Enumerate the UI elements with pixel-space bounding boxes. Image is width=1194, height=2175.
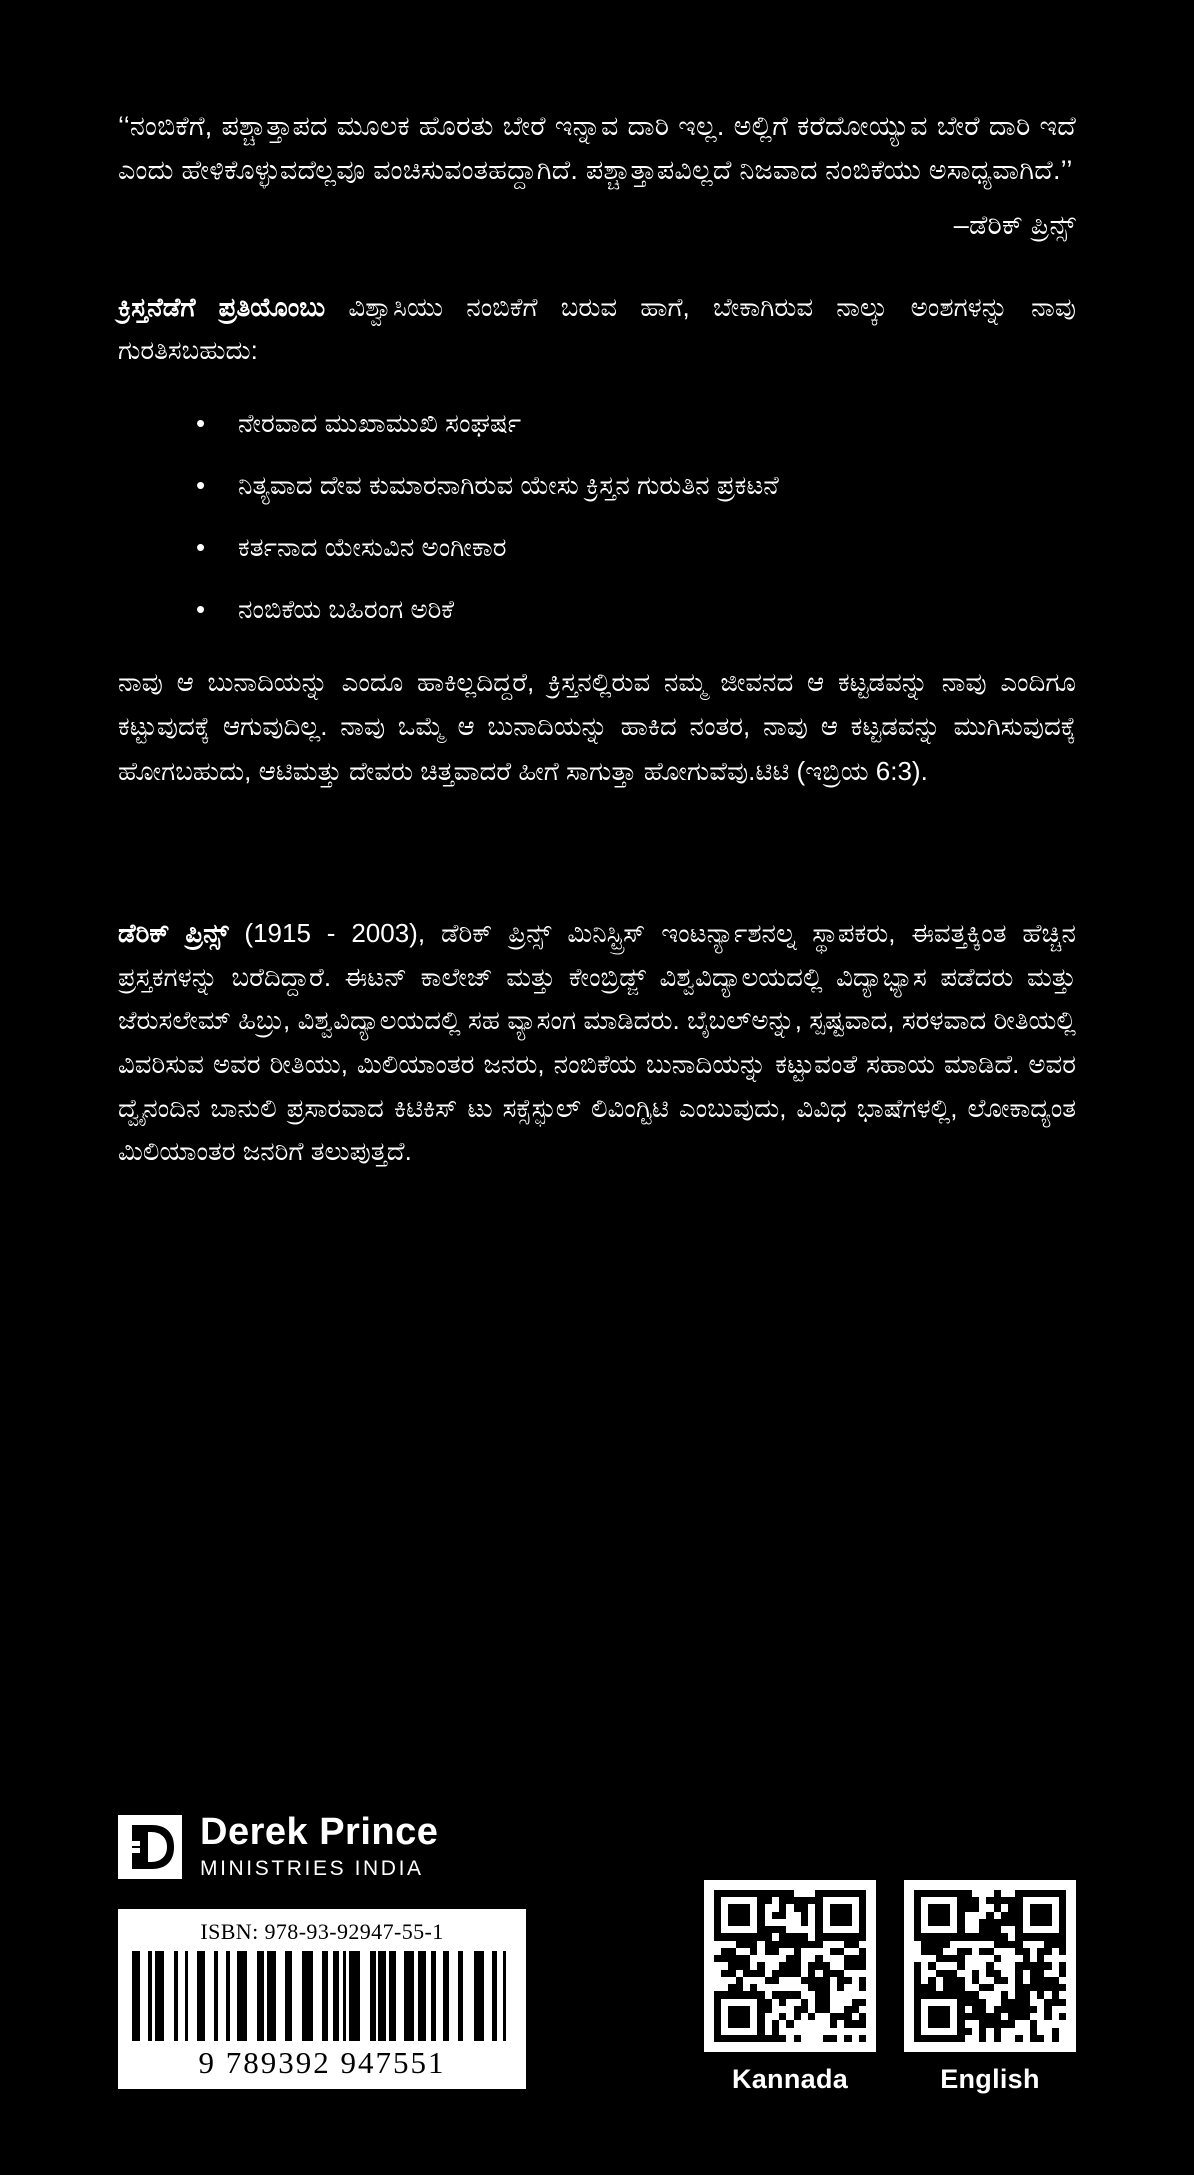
derek-prince-monogram-icon	[118, 1815, 182, 1879]
publisher-logo	[118, 1813, 438, 1881]
author-bio-text: (1915 - 2003), ಡೆರಿಕ್ ಪ್ರಿನ್ಸ್ ಮಿನಿಸ್ಟ್ರಿಸ್ ಇಂಟರ್ನ್ಯಾಶನಲ್ನ ಸ್ಥಾಪಕರು, ಈವತ್ತಕ್ಕಿಂತ ಹೆಚ್ಚಿನ ಪ್ರಸ್ತಕಗಳನ್ನು ಬರೆದಿದ್ದಾರೆ. ಈಟನ್ ಕಾಲೇಜ್ ಮತ್ತು ಕೇಂಬ್ರಿಡ್ಜ್ ವಿಶ್ವವಿದ್ಯಾಲಯದಲ್ಲಿ ವಿದ್ಯಾಭ್ಯಾಸ ಪಡೆದರು ಮತ್ತು ಜೆರುಸಲೇಮ್ ಹಿಬ್ರು, ವಿಶ್ವವಿದ್ಯಾಲಯದಲ್ಲಿ ಸಹ ವ್ಯಾಸಂಗ ಮಾಡಿದರು. ಬೈಬಲ್ಅನ್ನು, ಸ್ಪಷ್ಟವಾದ, ಸರಳವಾದ ರೀತಿಯಲ್ಲಿ ವಿವರಿಸುವ ಅವರ ರೀತಿಯು, ಮಿಲಿಯಾಂತರ ಜನರು, ನಂಬಿಕೆಯ ಬುನಾದಿಯನ್ನು ಕಟ್ಟುವಂತೆ ಸಹಾಯ ಮಾಡಿದೆ. ಅವರ ದ್ವೈನಂದಿನ ಬಾನುಲಿ ಪ್ರಸಾರವಾದ ಕಿಟಿಕಿಸ್ ಟು ಸಕ್ಸೆಸ್ಫುಲ್ ಲಿವಿಂಗ್ಟಿಟಿ ಎಂಬುವುದು, ವಿವಿಧ ಭಾಷೆಗಳಲ್ಲಿ, ಲೋಕಾದ್ಯಂತ ಮಿಲಿಯಾಂತರ ಜನರಿಗೆ ತಲುಪುತ್ತದೆ.	[118, 917, 1076, 1167]
list-item: • ನಂಬಿಕೆಯ ಬಹಿರಂಗ ಅರಿಕೆ	[178, 589, 1076, 629]
isbn-barcode	[118, 1909, 526, 2089]
isbn-label: ISBN: 978-93-92947-55-1	[200, 1919, 444, 1944]
footer	[118, 1813, 1076, 2103]
author-name: ಡೆರಿಕ್ ಪ್ರಿನ್ಸ್	[118, 917, 229, 948]
barcode-bars	[132, 1951, 512, 2041]
qr-code-english-icon[interactable]	[904, 1880, 1076, 2052]
qr-label-kannada: Kannada	[731, 2064, 849, 2094]
list-item: • ನಿತ್ಯವಾದ ದೇವ ಕುಮಾರನಾಗಿರುವ ಯೇಸು ಕ್ರಿಸ್ತನ ಗುರುತಿನ ಪ್ರಕಟನೆ	[178, 465, 1076, 505]
author-bio	[118, 912, 1076, 1174]
qr-code-row	[704, 1880, 1076, 2095]
qr-item-kannada[interactable]	[704, 1880, 876, 2095]
list-item: • ನೇರವಾದ ಮುಖಾಮುಖಿ ಸಂಘರ್ಷ	[178, 403, 1076, 443]
intro-lead: ಕ್ರಿಸ್ತನೆಡೆಗೆ ಪ್ರತಿಯೊಂಬು	[118, 292, 326, 323]
qr-label-english: English	[940, 2064, 1040, 2094]
publisher-title: Derek Prince	[200, 1811, 439, 1853]
publisher-name	[200, 1813, 438, 1881]
barcode-digits: 9 789392 947551	[198, 2045, 446, 2080]
list-item: • ಕರ್ತನಾದ ಯೇಸುವಿನ ಅಂಗೀಕಾರ	[178, 527, 1076, 567]
key-points-list	[118, 403, 1076, 630]
intro-rest: ವಿಶ್ವಾಸಿಯು ನಂಬಿಕೆಗೆ ಬರುವ ಹಾಗೆ, ಬೇಕಾಗಿರುವ ನಾಲ್ಕು ಅಂಶಗಳನ್ನು ನಾವು ಗುರತಿಸಬಹುದು:	[118, 292, 1077, 366]
body-paragraph: ನಾವು ಆ ಬುನಾದಿಯನ್ನು ಎಂದೂ ಹಾಕಿಲ್ಲದಿದ್ದರೆ, ಕ್ರಿಸ್ತನಲ್ಲಿರುವ ನಮ್ಮ ಜೀವನದ ಆ ಕಟ್ಟಡವನ್ನು ನಾವು ಎಂದಿಗೂ ಕಟ್ಟುವುದಕ್ಕೆ ಆಗುವುದಿಲ್ಲ. ನಾವು ಒಮ್ಮೆ ಆ ಬುನಾದಿಯನ್ನು ಹಾಕಿದ ನಂತರ, ನಾವು ಆ ಕಟ್ಟಡವನ್ನು ಮುಗಿಸುವುದಕ್ಕೆ ಹೋಗಬಹುದು, ಆಟಿಮತ್ತು ದೇವರು ಚಿತ್ತವಾದರೆ ಹೀಗೆ ಸಾಗುತ್ತಾ ಹೋಗುವೆವು.ಟಿಟಿ (ಇಬ್ರಿಯ 6:3).	[118, 666, 1076, 787]
pull-quote	[118, 105, 1076, 248]
publisher-subtitle: MINISTRIES INDIA	[200, 1856, 424, 1880]
qr-item-english[interactable]	[904, 1880, 1076, 2095]
quote-attribution: –ಡೆರಿಕ್ ಪ್ರಿನ್ಸ್	[953, 210, 1076, 241]
qr-code-kannada-icon[interactable]	[704, 1880, 876, 2052]
intro-paragraph	[118, 286, 1076, 372]
quote-text: ‘‘ನಂಬಿಕೆಗೆ, ಪಶ್ಚಾತ್ತಾಪದ ಮೂಲಕ ಹೊರತು ಬೇರೆ ಇನ್ನಾವ ದಾರಿ ಇಲ್ಲ. ಅಲ್ಲಿಗೆ ಕರೆದೋಯ್ಯುವ ಬೇರೆ ದಾರಿ ಇದೆ ಎಂದು ಹೇಳಿಕೊಳ್ಳುವದೆಲ್ಲವೂ ವಂಚಿಸುವಂತಹದ್ದಾಗಿದೆ. ಪಶ್ಚಾತ್ತಾಪವಿಲ್ಲದೆ ನಿಜವಾದ ನಂಬಿಕೆಯು ಅಸಾಧ್ಯವಾಗಿದೆ.’’	[118, 111, 1076, 185]
